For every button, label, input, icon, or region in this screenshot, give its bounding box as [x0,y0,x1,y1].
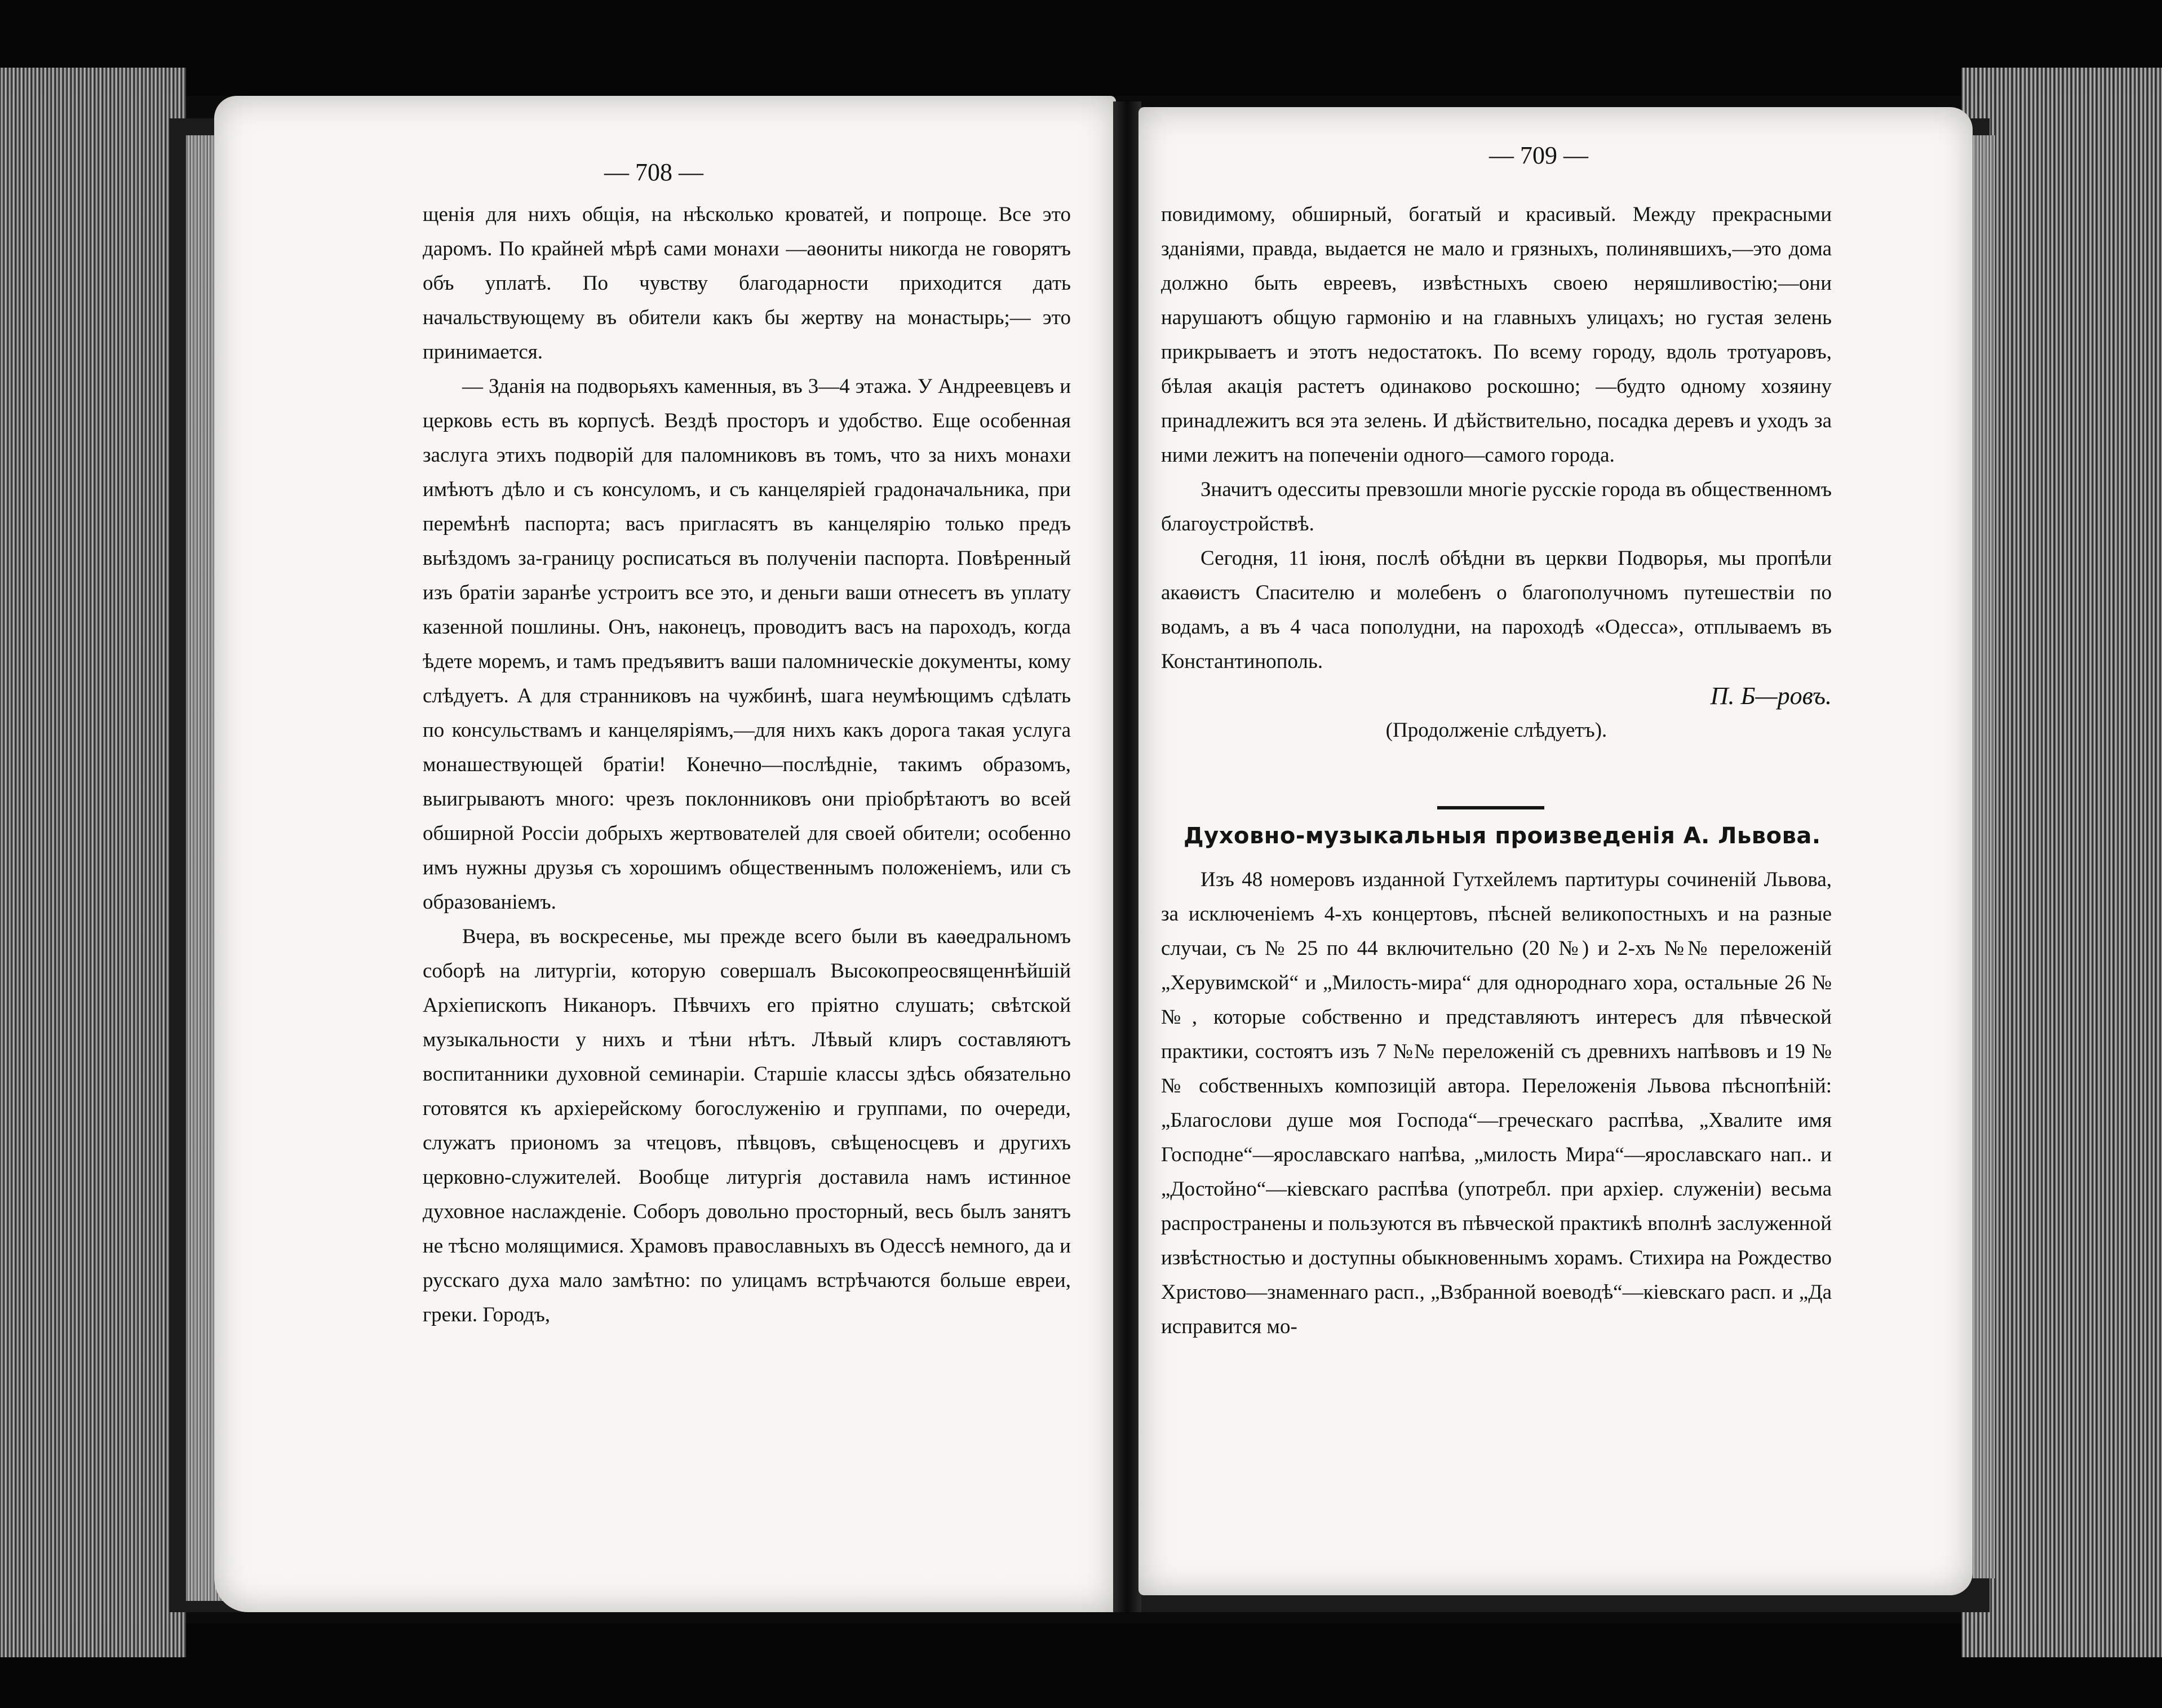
article-body [1161,862,1832,1344]
film-strip-top [0,0,2162,96]
left-page [214,96,1116,1612]
article-title: Духовно-музыкальныя произведенія А. Львова. [1184,823,1821,849]
book-spine [1113,101,1141,1612]
right-paragraph-1: повидимому, обширный, богатый и красивый. Между прекрасными зданіями, правда, выдается не мало и грязныхъ, полинявшихъ,—это дома должно быть евреевъ, извѣстныхъ своею неряшливостію;—они нарушаютъ общую гармонію и на главныхъ улицахъ; но густая зелень прикрываетъ и этотъ недостатокъ. По всему городу, вдоль тротуаровъ, бѣлая акація растетъ одинаково роскошно; —будто одному хозяину принадлежитъ вся эта зелень. И дѣйствительно, посадка деревъ и уходъ за ними лежитъ на попеченіи одного—самого города. [1161,203,1832,467]
left-paragraph-3: Вчера, въ воскресенье, мы прежде всего были въ каѳедральномъ соборѣ на литургіи, которую совершалъ Высокопреосвященнѣйшій Архіепископъ Никаноръ. Пѣвчихъ его пріятно слушать; свѣтской музыкальности у нихъ и тѣни нѣтъ. Лѣвый клиръ составляютъ воспитанники духовной семинаріи. Старшіе классы здѣсь обязательно готовятся къ архіерейскому богослуженію и группами, по очереди, служатъ приономъ за чтецовъ, пѣвцовъ, свѣщеносцевъ и другихъ церковно-служителей. Вообще литургія доставила намъ истинное духовное наслажденіе. Соборъ довольно просторный, весь былъ занятъ не тѣсно молящимися. Храмовъ православныхъ въ Одессѣ немного, да и русскаго духа мало замѣтно: по улицамъ встрѣчаются больше евреи, греки. Городъ, [423,925,1071,1326]
right-paragraph-2: Значитъ одесситы превзошли многіе русскіе города въ общественномъ благоустройствѣ. [1161,478,1832,536]
right-page-number: — 709 — [1489,141,1588,169]
right-page-text [1161,197,1832,747]
article-paragraph: Изъ 48 номеровъ изданной Гутхейлемъ партитуры сочиненій Львова, за исключеніемъ 4-хъ концертовъ, пѣсней великопостныхъ и на разные случаи, съ № 25 по 44 включительно (20 №) и 2-хъ №№ переложеній „Херувимской“ и „Милость-мира“ для однороднаго хора, остальные 26 №№, которые собственно и представляютъ интересъ для пѣвческой практики, состоятъ изъ 7 №№ переложеній съ древнихъ напѣвовъ и 19 №№ собственныхъ композицій автора. Переложенія Львова пѣснопѣній: „Благослови душе моя Господа“—греческаго распѣва, „Хвалите имя Господне“—ярославскаго напѣва, „милость Мира“—ярославскаго нап.. и „Достойно“—кіевскаго распѣва (употребл. при архіер. служеніи) весьма распространены и пользуются въ пѣвческой практикѣ вполнѣ заслуженной извѣстностью и доступны обыкновеннымъ хорамъ. Стихира на Рождество Христово—знаменнаго расп., „Взбранной воеводѣ“—кіевскаго расп. и „Да исправится мо- [1161,868,1832,1338]
right-paragraph-3: Сегодня, 11 іюня, послѣ обѣдни въ церкви Подворья, мы пропѣли акаѳистъ Спасителю и молебенъ о благополучномъ путешествіи по водамъ, а въ 4 часа пополудни, на пароходѣ «Одесса», отплываемъ въ Константинополь. [1161,547,1832,673]
film-strip-bottom [0,1623,2162,1708]
left-page-text [423,197,1071,1332]
signature: П. Б—ровъ. [1710,682,1832,710]
scan-edge-left [0,68,186,1657]
left-paragraph-1: щенія для нихъ общія, на нѣсколько кроватей, и попроще. Все это даромъ. По крайней мѣрѣ сами монахи —аѳониты никогда не говорятъ объ уплатѣ. По чувству благодарности приходится дать начальствующему въ обители какъ бы жертву на монастырь;— это принимается. [423,203,1071,364]
right-page [1138,107,1973,1595]
left-page-number: — 708 — [604,158,703,186]
left-paragraph-2: — Зданія на подворьяхъ каменныя, въ 3—4 этажа. У Андреевцевъ и церковь есть въ корпусѣ. Вездѣ просторъ и удобство. Еще особенная заслуга этихъ подворій для паломниковъ въ томъ, что за нихъ монахи имѣютъ дѣло и съ консуломъ, и съ канцеляріей градоначальника, при перемѣнѣ паспорта; васъ пригласятъ въ канцелярію только предъ выѣздомъ за-границу росписаться въ полученіи паспорта. Повѣренный изъ братіи заранѣе устроитъ все это, и деньги ваши отнесетъ въ уплату казенной пошлины. Онъ, наконецъ, проводитъ васъ на пароходъ, когда ѣдете моремъ, и тамъ предъявитъ ваши паломническіе документы, кому слѣдуетъ. А для странниковъ на чужбинѣ, шага неумѣющимъ сдѣлать по консульствамъ и канцеляріямъ,—для нихъ какъ дорога такая услуга монашествующей братіи! Конечно—послѣдніе, такимъ образомъ, выигрываютъ много: чрезъ поклонниковъ они пріобрѣтаютъ во всей обширной Россіи добрыхъ жертвователей для своей обители; особенно имъ нужны друзья съ хорошимъ общественнымъ положеніемъ, или съ образованіемъ. [423,375,1071,914]
section-divider [1437,806,1544,809]
continuation-note: (Продолженіе слѣдуетъ). [1385,719,1607,742]
